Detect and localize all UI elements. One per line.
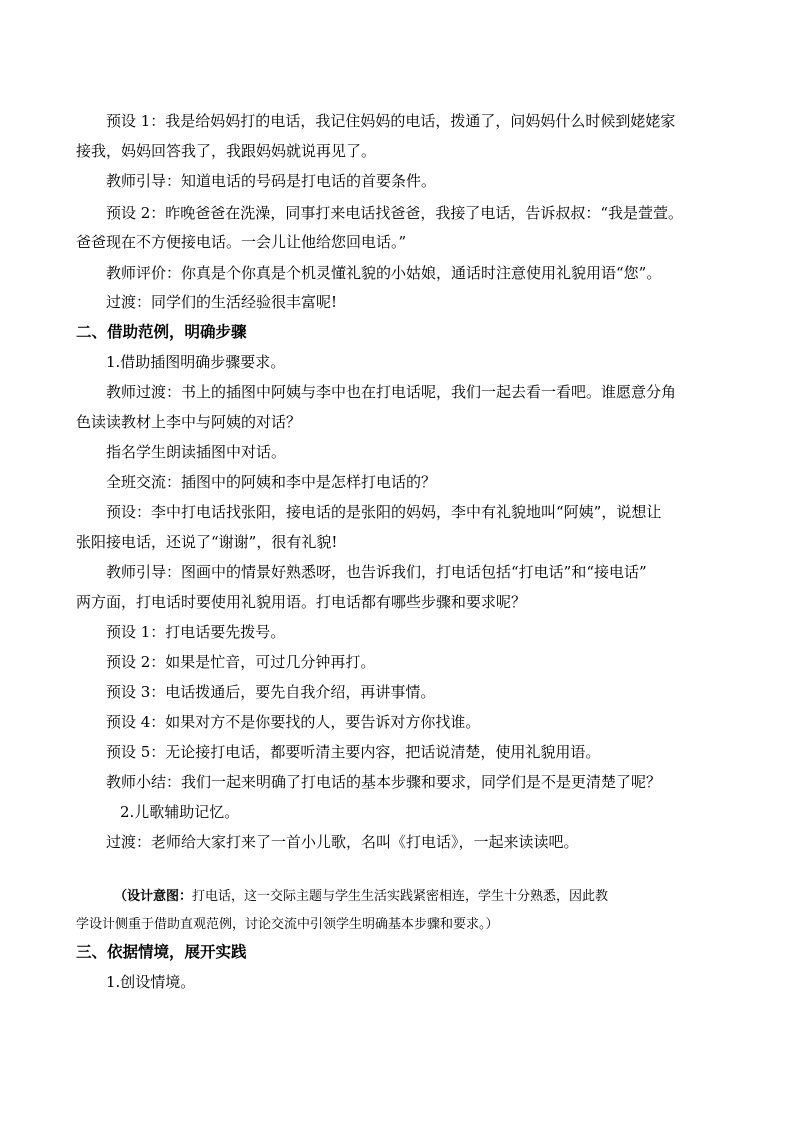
paragraph-line: 预设 4：如果对方不是你要找的人，要告诉对方你找谁。 — [106, 713, 481, 731]
paragraph-line: 教师小结：我们一起来明确了打电话的基本步骤和要求，同学们是不是更清楚了呢？ — [106, 773, 662, 791]
paragraph-line: 教师过渡：书上的插图中阿姨与李中也在打电话呢，我们一起去看一看吧。谁愿意分角 — [106, 383, 677, 401]
paragraph-line: 预设 3：电话拨通后，要先自我介绍，再讲事情。 — [106, 683, 436, 701]
paragraph-line: 两方面，打电话时要使用礼貌用语。打电话都有哪些步骤和要求呢？ — [76, 593, 527, 611]
paragraph-line: 2.儿歌辅助记忆。 — [120, 803, 240, 821]
paragraph-line: 教师引导：知道电话的号码是打电话的首要条件。 — [106, 172, 437, 190]
paragraph-line: 预设：李中打电话找张阳，接电话的是张阳的妈妈，李中有礼貌地叫“阿姨”，说想让 — [106, 503, 662, 521]
paragraph-line: 接我，妈妈回答我了，我跟妈妈就说再见了。 — [76, 142, 377, 160]
paragraph-line: 教师引导：图画中的情景好熟悉呀，也告诉我们，打电话包括“打电话”和“接电话” — [106, 563, 647, 581]
paragraph-line: 1.借助插图明确步骤要求。 — [106, 353, 286, 371]
design-intent-text: 打电话，这一交际主题与学生生活实践紧密相连，学生十分熟悉，因此教 — [192, 889, 609, 904]
paragraph-line: 过渡：老师给大家打来了一首小儿歌，名叫《打电话》，一起来读读吧。 — [106, 833, 579, 851]
design-intent-note — [114, 886, 608, 908]
paragraph-line: 教师评价：你真是个你真是个机灵懂礼貌的小姑娘，通话时注意使用礼貌用语“您”。 — [106, 264, 662, 282]
paragraph-line: 过渡：同学们的生活经验很丰富呢! — [106, 293, 338, 311]
paragraph-line: 全班交流：插图中的阿姨和李中是怎样打电话的？ — [106, 473, 437, 491]
paragraph-line: 指名学生朗读插图中对话。 — [106, 443, 287, 461]
design-intent-note-cont: 学设计侧重于借助直观范例，讨论交流中引领学生明确基本步骤和要求。） — [76, 917, 499, 932]
paragraph-line: 爸爸现在不方便接电话。一会儿让他给您回电话。” — [76, 233, 407, 251]
paragraph-line: 1.创设情境。 — [106, 973, 196, 991]
paragraph-line: 色读读教材上李中与阿姨的对话？ — [76, 413, 302, 431]
paragraph-line: 预设 1：打电话要先拨号。 — [106, 623, 286, 641]
design-intent-label: （设计意图： — [114, 889, 193, 904]
paragraph-line: 预设 2：昨晚爸爸在洗澡，同事打来电话找爸爸，我接了电话，告诉叔叔：“我是萱萱。 — [106, 204, 683, 222]
section-heading: 三、依据情境，展开实践 — [76, 942, 247, 961]
paragraph-line: 预设 1：我是给妈妈打的电话，我记住妈妈的电话，拨通了，问妈妈什么时候到姥姥家 — [106, 112, 676, 130]
section-heading: 二、借助范例，明确步骤 — [76, 322, 247, 341]
paragraph-line: 预设 5：无论接打电话，都要听清主要内容，把话说清楚，使用礼貌用语。 — [106, 743, 601, 761]
paragraph-line: 张阳接电话，还说了“谢谢”，很有礼貌! — [76, 533, 338, 551]
paragraph-line: 预设 2：如果是忙音，可过几分钟再打。 — [106, 653, 376, 671]
